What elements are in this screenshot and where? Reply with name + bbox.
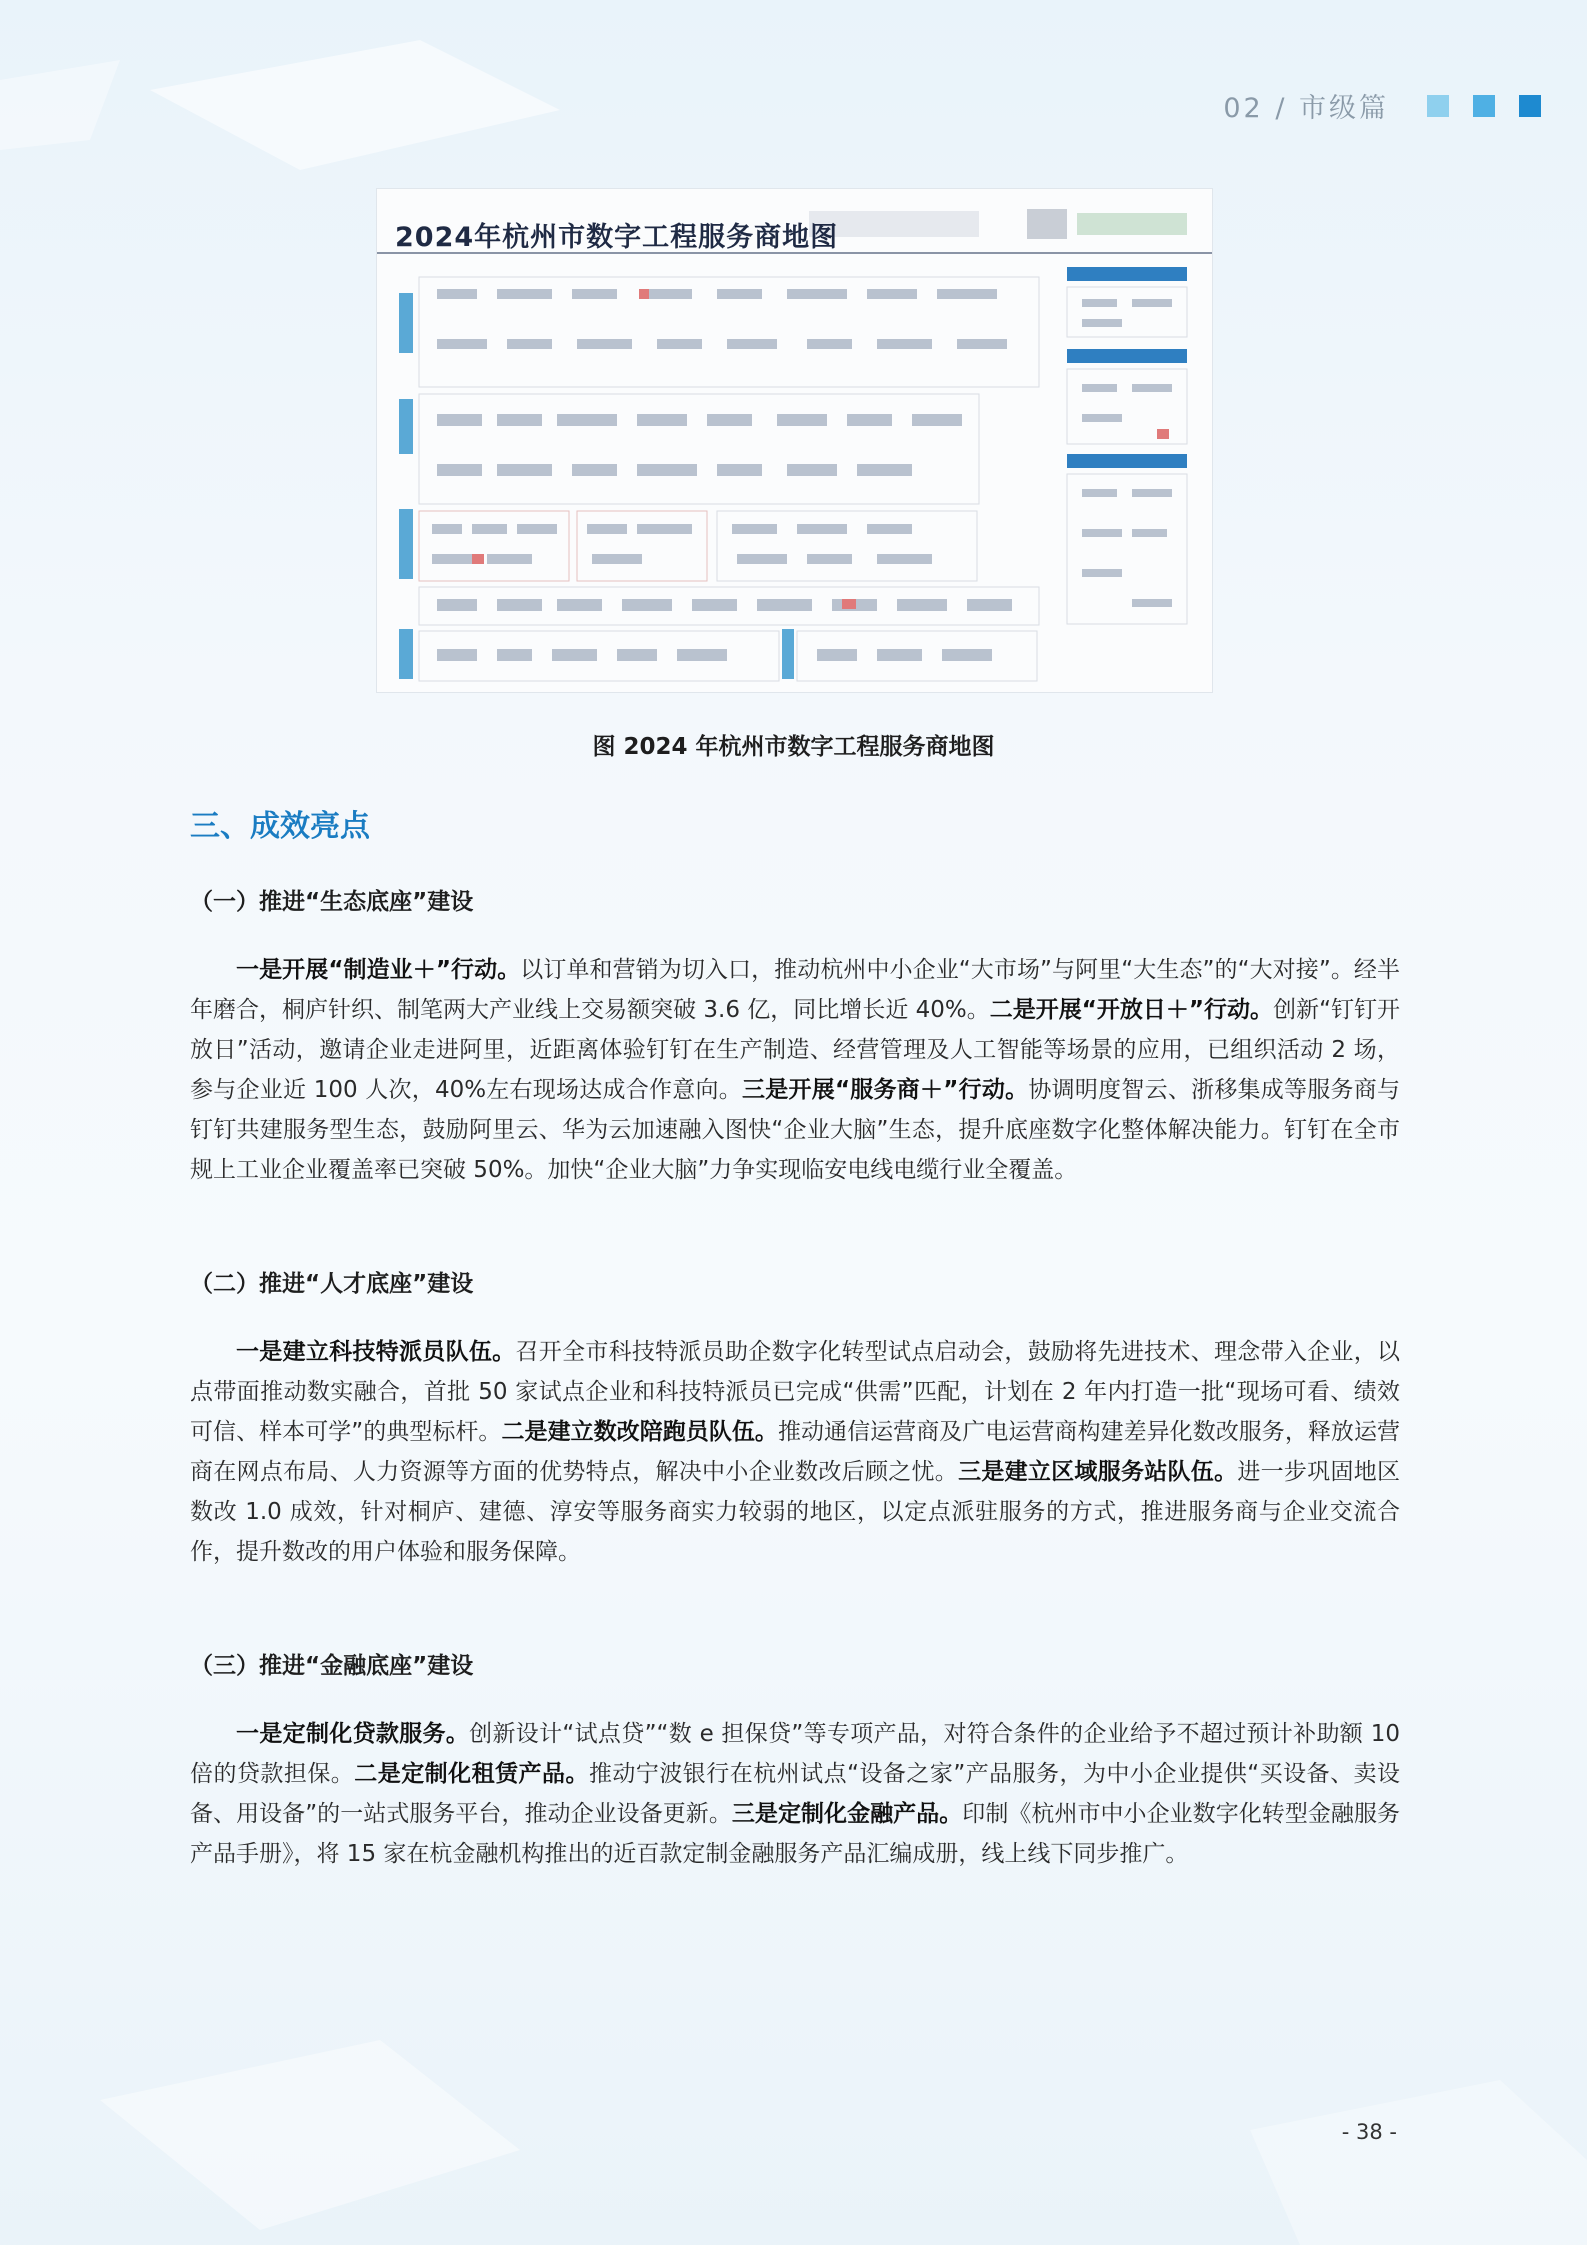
section-title: 三、成效亮点	[190, 809, 370, 844]
paragraph-text: 创新“钉钉开放日”活动，邀请企业走进阿里，近距离体验钉钉在生产制造、经营管理及人工智能等场景的应用，已组织活动 2 场，参与企业近 100 人次，40%左右现场达成合作意向。	[190, 997, 1400, 1103]
paragraph-text: 以订单和营销为切入口，推动杭州中小企业“大市场”与阿里“大生态”的“大对接”。经半年磨合，桐庐针织、制笔两大产业线上交易额突破 3.6 亿，同比增长近 40%。	[190, 957, 1400, 1023]
chapter-label: 02 / 市级篇	[1223, 93, 1389, 124]
subsection-title-3: （三）推进“金融底座”建设	[190, 1653, 474, 1679]
header-square-2	[1473, 95, 1495, 117]
paragraph-lead-bold: 二是定制化租赁产品。	[354, 1761, 589, 1787]
paragraph-lead-bold: 一是建立科技特派员队伍。	[236, 1339, 516, 1365]
paragraph-lead-bold: 二是开展“开放日＋”行动。	[989, 997, 1274, 1023]
paragraph-text: 印制《杭州市中小企业数字化转型金融服务产品手册》，将 15 家在杭金融机构推出的近百款定制金融服务产品汇编成册，线上线下同步推广。	[190, 1801, 1401, 1867]
paragraph-lead-bold: 一是定制化贷款服务。	[236, 1721, 470, 1747]
paragraph-text: 进一步巩固地区数改 1.0 成效，针对桐庐、建德、淳安等服务商实力较弱的地区，以定点派驻服务的方式，推进服务商与企业交流合作，提升数改的用户体验和服务保障。	[190, 1459, 1401, 1565]
paragraph-1	[190, 950, 1400, 1190]
paragraph-text: 创新设计“试点贷”“数 e 担保贷”等专项产品，对符合条件的企业给予不超过预计补助额 10 倍的贷款担保。	[190, 1721, 1401, 1787]
map-placeholder-graphic	[377, 189, 1212, 692]
page-header	[1223, 86, 1541, 125]
subsection-title-1: （一）推进“生态底座”建设	[190, 889, 474, 915]
map-title: 2024年杭州市数字工程服务商地图	[395, 222, 839, 253]
paragraph-text: 推动通信运营商及广电运营商构建差异化数改服务，释放运营商在网点布局、人力资源等方面的优势特点，解决中小企业数改后顾之忧。	[190, 1419, 1401, 1485]
figure-caption: 图 2024 年杭州市数字工程服务商地图	[592, 734, 995, 760]
paragraph-text: 协调明度智云、浙移集成等服务商与钉钉共建服务型生态，鼓励阿里云、华为云加速融入图快“企业大脑”生态，提升底座数字化整体解决能力。钉钉在全市规上工业企业覆盖率已突破 50%。加快“企业大脑”力争实现临安电线电缆行业全覆盖。	[190, 1077, 1401, 1183]
header-square-1	[1427, 95, 1449, 117]
page-number: - 38 -	[1341, 2120, 1397, 2144]
paragraph-lead-bold: 三是开展“服务商＋”行动。	[741, 1077, 1029, 1103]
paragraph-lead-bold: 二是建立数改陪跑员队伍。	[501, 1419, 778, 1445]
paragraph-lead-bold: 三是定制化金融产品。	[731, 1801, 963, 1827]
subsection-title-2: （二）推进“人才底座”建设	[190, 1271, 474, 1297]
paragraph-2	[190, 1332, 1400, 1572]
paragraph-text: 召开全市科技特派员助企数字化转型试点启动会，鼓励将先进技术、理念带入企业，以点带面推动数实融合，首批 50 家试点企业和科技特派员已完成“供需”匹配，计划在 2 年内打造一批“现场可看、绩效可信、样本可学”的典型标杆。	[190, 1339, 1401, 1445]
service-map-image	[376, 188, 1213, 693]
paragraph-text: 推动宁波银行在杭州试点“设备之家”产品服务，为中小企业提供“买设备、卖设备、用设备”的一站式服务平台，推动企业设备更新。	[190, 1761, 1401, 1827]
paragraph-lead-bold: 一是开展“制造业＋”行动。	[236, 957, 521, 983]
header-square-3	[1519, 95, 1541, 117]
paragraph-3	[190, 1714, 1400, 1874]
paragraph-lead-bold: 三是建立区域服务站队伍。	[958, 1459, 1238, 1485]
